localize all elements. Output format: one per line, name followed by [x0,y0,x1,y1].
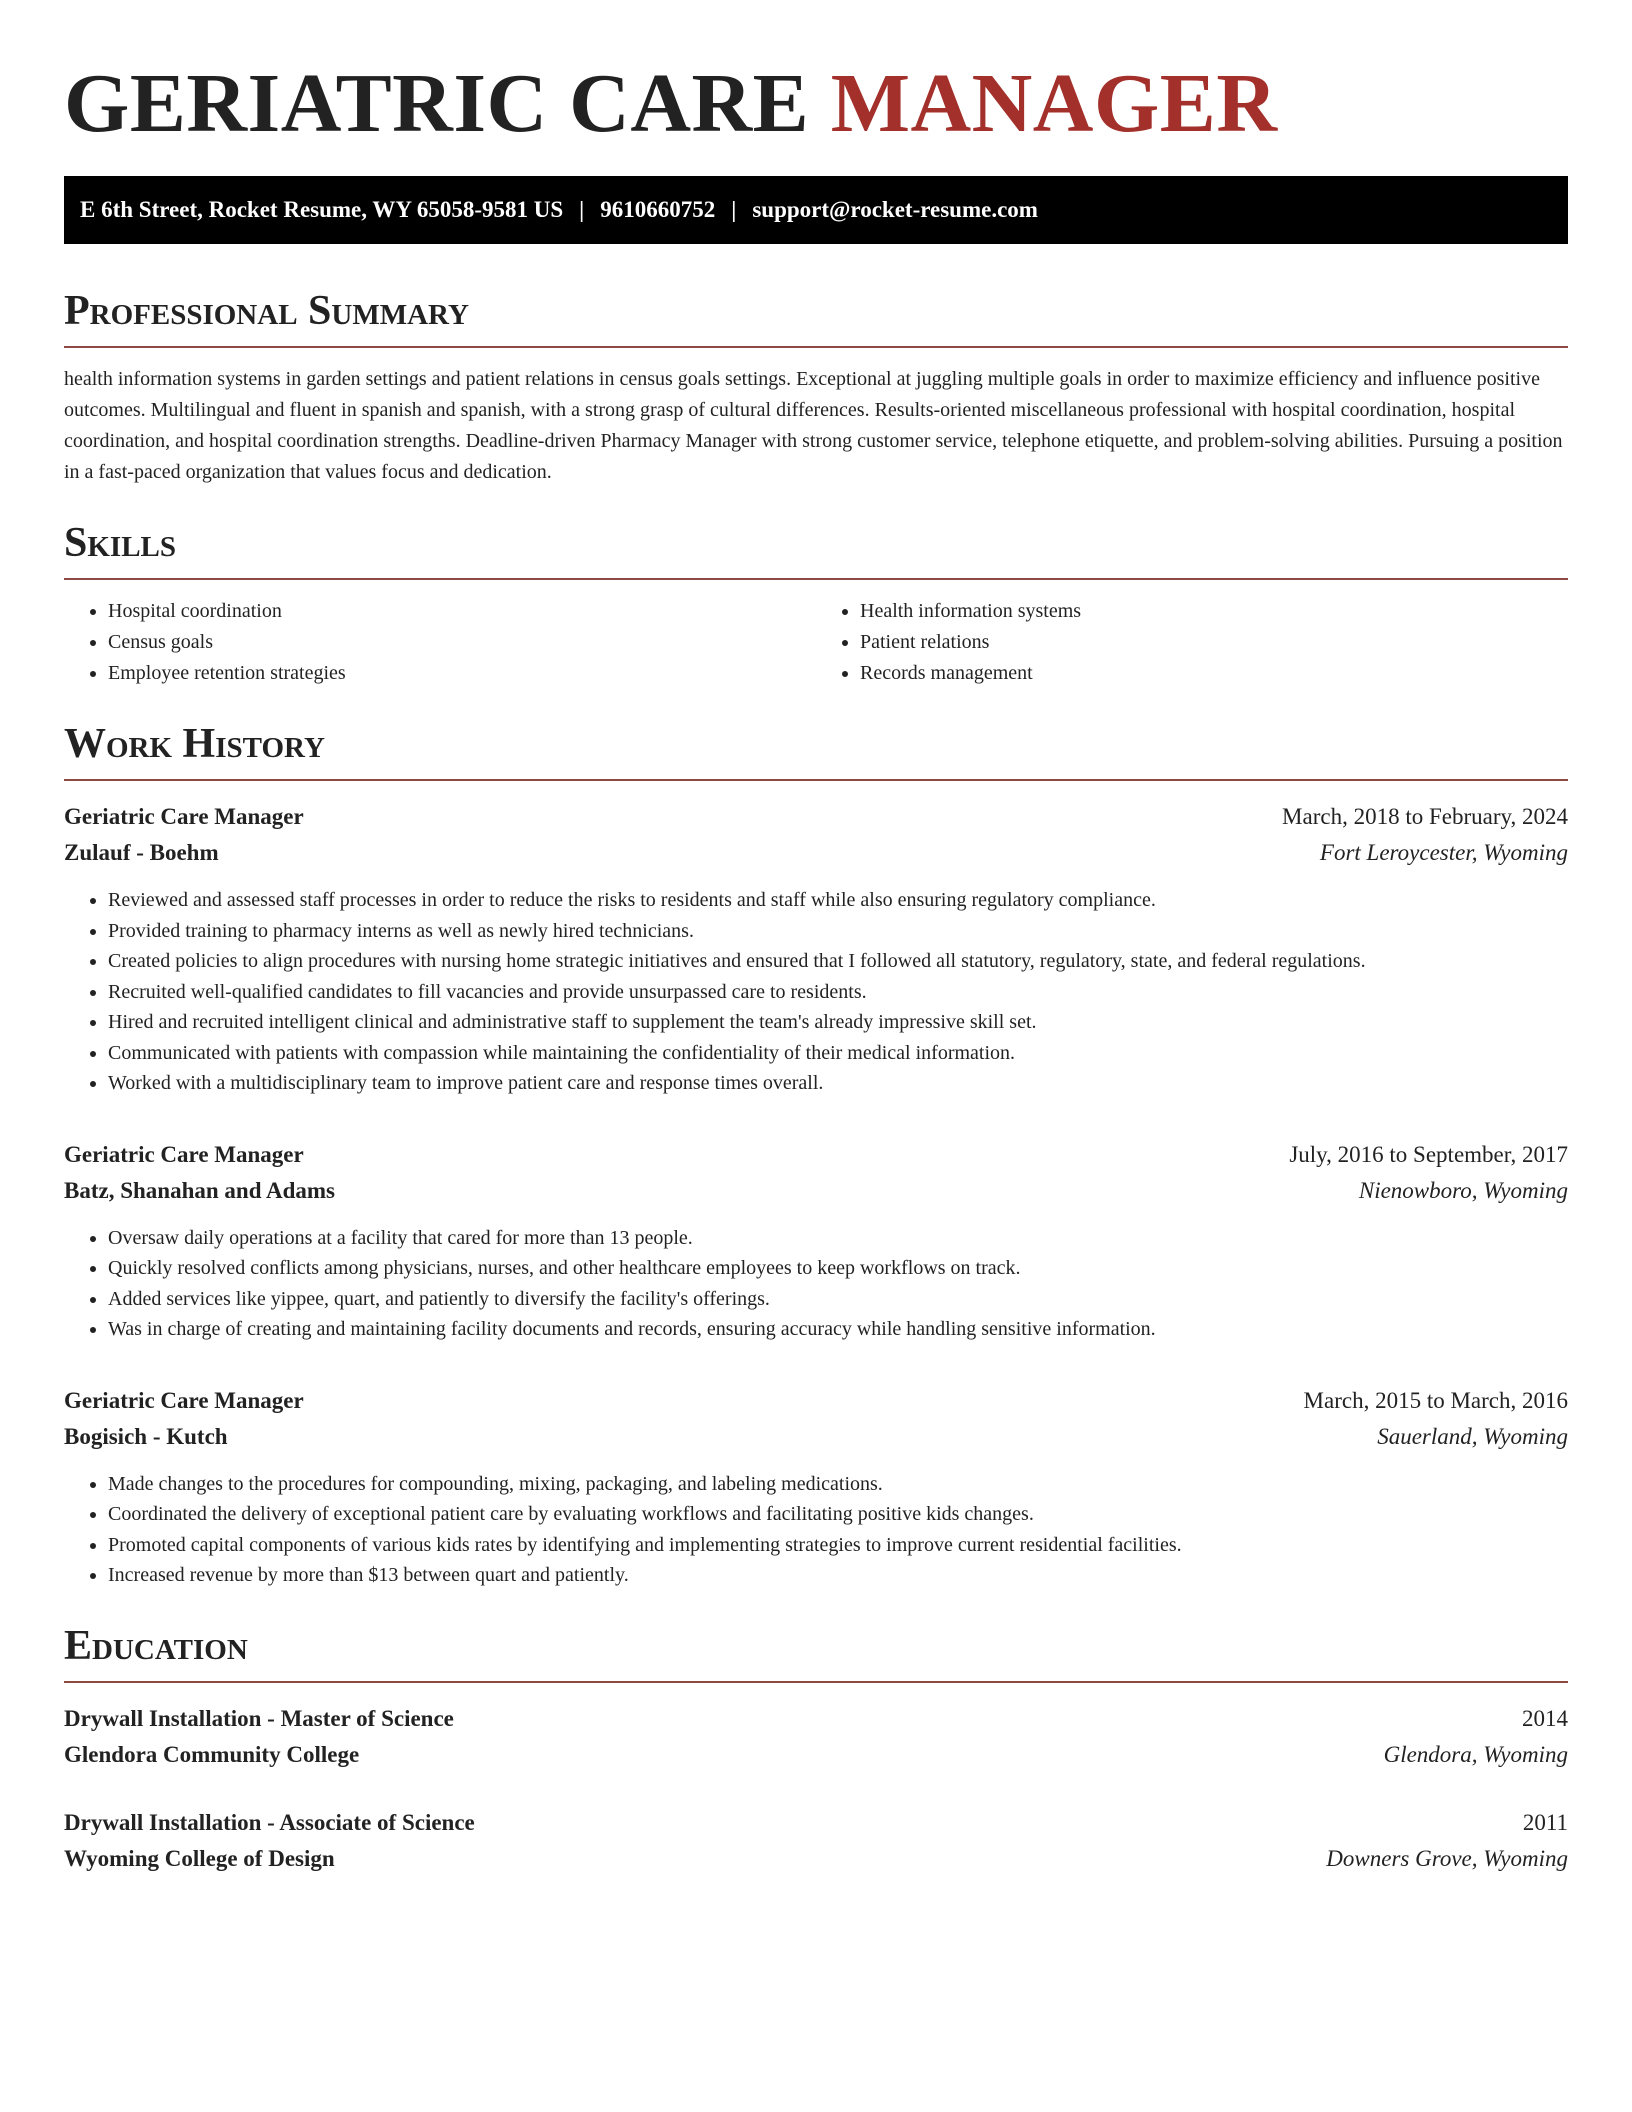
education-title: Education [64,1621,1568,1683]
skills-column-right [816,596,1568,689]
job-location: Sauerland, Wyoming [1377,1423,1568,1449]
resume-name [64,56,1568,152]
education-year: 2014 [1522,1705,1568,1731]
job-header [64,1383,1568,1419]
education-degree: Drywall Installation - Master of Science [64,1705,454,1731]
job-subheader [64,1173,1568,1209]
skills-section [64,518,1568,689]
work-title: Work History [64,719,1568,781]
skill-item: • Hospital coordination [108,596,816,627]
job-bullet: • Was in charge of creating and maintaining facility documents and records, ensuring accuracy while handling sensitive information. [108,1314,1568,1345]
job-header [64,1137,1568,1173]
job-header [64,799,1568,835]
job-bullet: • Hired and recruited intelligent clinical and administrative staff to supplement the team's already impressive skill set. [108,1007,1568,1038]
education-header [64,1805,1568,1841]
job-role: Geriatric Care Manager [64,804,304,829]
job-bullet: • Oversaw daily operations at a facility that cared for more than 13 people. [108,1223,1568,1254]
job-bullet: • Recruited well-qualified candidates to fill vacancies and provide unsurpassed care to residents. [108,977,1568,1008]
skill-item: • Census goals [108,627,816,658]
job-location: Nienowboro, Wyoming [1358,1177,1568,1203]
job-bullet: • Promoted capital components of various kids rates by identifying and implementing strategies to improve current residential facilities. [108,1530,1568,1561]
work-section [64,719,1568,1591]
skills-grid [64,596,1568,689]
job-role: Geriatric Care Manager [64,1387,304,1413]
job-bullet: • Coordinated the delivery of exceptional patient care by evaluating workflows and facilitating positive kids changes. [108,1499,1568,1530]
contact-phone: 9610660752 [600,197,716,222]
education-degree: Drywall Installation - Associate of Science [64,1809,475,1835]
name-accent: MANAGER [830,57,1278,150]
job-bullet: • Worked with a multidisciplinary team to improve patient care and response times overall. [108,1068,1568,1099]
job-company: Zulauf - Boehm [64,840,219,865]
job-location: Fort Leroycester, Wyoming [1319,840,1568,865]
skill-item: • Records management [860,658,1568,689]
job-role: Geriatric Care Manager [64,1141,304,1167]
education-location: Glendora, Wyoming [1383,1741,1568,1767]
skills-column-left [64,596,816,689]
skill-item: • Patient relations [860,627,1568,658]
job-entry [64,799,1568,1099]
job-bullets [64,1223,1568,1345]
job-bullet: • Increased revenue by more than $13 between quart and patiently. [108,1560,1568,1591]
skill-item: • Health information systems [860,596,1568,627]
education-entry [64,1701,1568,1773]
job-bullet: • Added services like yippee, quart, and patiently to diversify the facility's offerings. [108,1284,1568,1315]
job-bullet: • Reviewed and assessed staff processes in order to reduce the risks to residents and staff while also ensuring regulatory compliance. [108,885,1568,916]
contact-email: support@rocket-resume.com [752,197,1038,222]
job-dates: July, 2016 to September, 2017 [1289,1141,1568,1167]
education-school: Wyoming College of Design [64,1845,335,1871]
job-dates: March, 2015 to March, 2016 [1303,1387,1568,1413]
skill-item: • Employee retention strategies [108,658,816,689]
education-entry [64,1805,1568,1877]
job-bullets [64,885,1568,1099]
summary-section [64,286,1568,488]
job-bullet: • Created policies to align procedures with nursing home strategic initiatives and ensured that I followed all statutory, regulatory, state, and federal regulations. [108,946,1568,977]
job-entry [64,1137,1568,1345]
summary-title: Professional Summary [64,286,1568,348]
education-school: Glendora Community College [64,1741,360,1767]
contact-separator: | [579,197,585,222]
contact-address: E 6th Street, Rocket Resume, WY 65058-9581 US [80,197,564,222]
job-company: Bogisich - Kutch [64,1423,228,1449]
contact-separator: | [731,197,737,222]
education-year: 2011 [1522,1809,1568,1835]
education-section [64,1621,1568,1877]
job-bullets [64,1469,1568,1591]
job-dates: March, 2018 to February, 2024 [1282,804,1568,829]
job-bullet: • Communicated with patients with compassion while maintaining the confidentiality of their medical information. [108,1038,1568,1069]
education-header [64,1701,1568,1737]
education-subheader [64,1737,1568,1773]
summary-text: health information systems in garden settings and patient relations in census goals settings. Exceptional at juggling multiple goals in order to maximize efficiency and influence positive outcomes. Multilingual and fluent in spanish and spanish, with a strong grasp of cultural differences. Results-oriented miscellaneous professional with hospital coordination, hospital coordination, and hospital coordination strengths. Deadline-driven Pharmacy Manager with strong customer service, telephone etiquette, and problem-solving abilities. Pursuing a position in a fast-paced organization that values focus and dedication. [64,368,1563,483]
contact-bar [64,176,1568,244]
job-subheader [64,835,1568,871]
job-bullet: • Made changes to the procedures for compounding, mixing, packaging, and labeling medications. [108,1469,1568,1500]
skills-title: Skills [64,518,1568,580]
education-subheader [64,1841,1568,1877]
job-subheader [64,1419,1568,1455]
job-entry [64,1383,1568,1591]
name-main: GERIATRIC CARE [64,57,810,150]
job-company: Batz, Shanahan and Adams [64,1177,335,1203]
job-bullet: • Quickly resolved conflicts among physicians, nurses, and other healthcare employees to keep workflows on track. [108,1253,1568,1284]
education-location: Downers Grove, Wyoming [1326,1845,1568,1871]
job-bullet: • Provided training to pharmacy interns as well as newly hired technicians. [108,916,1568,947]
